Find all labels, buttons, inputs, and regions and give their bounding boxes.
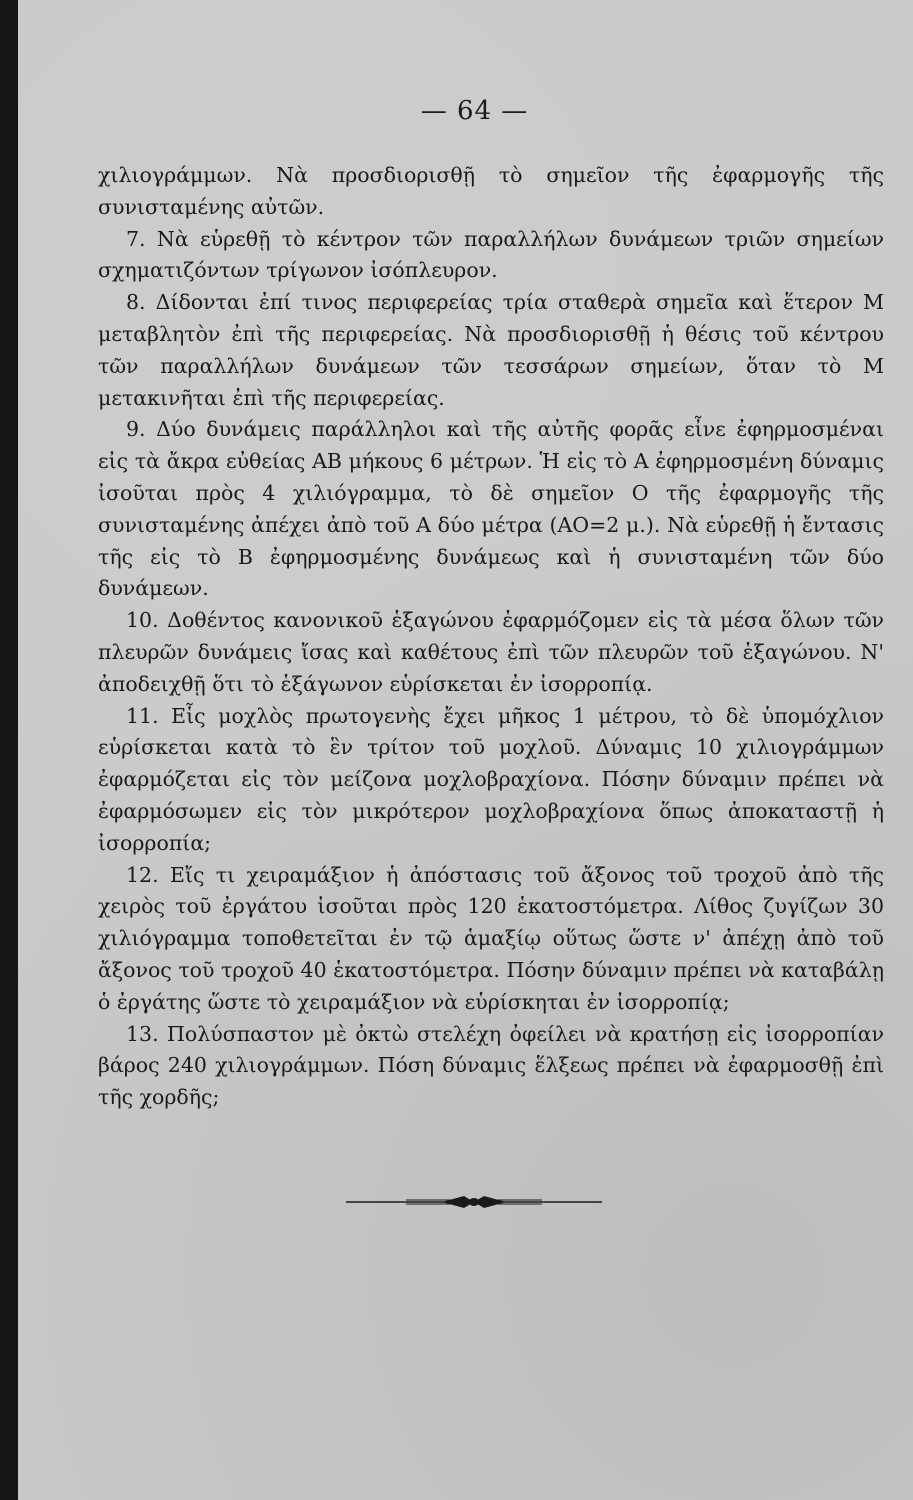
book-page [18,0,913,1500]
end-ornament-icon [346,1190,602,1214]
exercise-8: 8. Δίδονται ἐπί τινος περιφερείας τρία σταθερὰ σημεῖα καὶ ἕτερον Μ μεταβλητὸν ἐπὶ τῆς περιφερείας. Νὰ προσδιορισθῇ ἡ θέσις τοῦ κέντρου τῶν παραλλήλων δυνάμεων τῶν τεσσάρων σημείων, ὅταν τὸ Μ μετακινῆται ἐπὶ τῆς περιφερείας. [98,290,884,410]
exercise-text [98,160,884,1114]
page-number: — 64 — [420,96,529,126]
exercise-12: 12. Εἴς τι χειραμάξιον ἡ ἀπόστασις τοῦ ἄξονος τοῦ τροχοῦ ἀπὸ τῆς χειρὸς τοῦ ἐργάτου ἰσοῦται πρὸς 120 ἑκατοστόμετρα. Λίθος ζυγίζων 30 χιλιόγραμμα τοποθετεῖται ἐν τῷ ἁμαξίῳ οὕτως ὥστε ν' ἀπέχῃ ἀπὸ τοῦ ἄξονος τοῦ τροχοῦ 40 ἑκατοστόμετρα. Πόσην δύναμιν πρέπει νὰ καταβάλῃ ὁ ἐργάτης ὥστε τὸ χειραμάξιον νὰ εὑρίσκηται ἐν ἰσορροπίᾳ; [98,862,884,1014]
paragraph-continuation: χιλιογράμμων. Νὰ προσδιορισθῇ τὸ σημεῖον τῆς ἐφαρμογῆς τῆς συνισταμένης αὐτῶν. [98,163,884,219]
exercise-9: 9. Δύο δυνάμεις παράλληλοι καὶ τῆς αὐτῆς φορᾶς εἶνε ἐφηρμοσμέναι εἰς τὰ ἄκρα εὐθείας ΑΒ μήκους 6 μέτρων. Ἡ εἰς τὸ Α ἐφηρμοσμένη δύναμις ἰσοῦται πρὸς 4 χιλιόγραμμα, τὸ δὲ σημεῖον Ο τῆς ἐφαρμογῆς τῆς συνισταμένης ἀπέχει ἀπὸ τοῦ Α δύο μέτρα (ΑΟ=2 μ.). Νὰ εὑρεθῇ ἡ ἔντασις τῆς εἰς τὸ Β ἐφηρμοσμένης δυνάμεως καὶ ἡ συνισταμένη τῶν δύο δυνάμεων. [98,417,884,601]
exercise-11: 11. Εἷς μοχλὸς πρωτογενὴς ἔχει μῆκος 1 μέτρου, τὸ δὲ ὑπομόχλιον εὑρίσκεται κατὰ τὸ ἓν τρίτον τοῦ μοχλοῦ. Δύναμις 10 χιλιογράμμων ἐφαρμόζεται εἰς τὸν μείζονα μοχλοβραχίονα. Πόσην δύναμιν πρέπει νὰ ἐφαρμόσωμεν εἰς τὸν μικρότερον μοχλοβραχίονα ὅπως ἀποκαταστῇ ἡ ἰσορροπία; [98,703,884,855]
exercise-7: 7. Νὰ εὑρεθῇ τὸ κέντρον τῶν παραλλήλων δυνάμεων τριῶν σημείων σχηματιζόντων τρίγωνον ἰσόπλευρον. [98,226,884,283]
exercise-13: 13. Πολύσπαστον μὲ ὀκτὼ στελέχη ὀφείλει νὰ κρατήσῃ εἰς ἰσορροπίαν βάρος 240 χιλιογράμμων. Πόση δύναμις ἕλξεως πρέπει νὰ ἐφαρμοσθῇ ἐπὶ τῆς χορδῆς; [98,1021,884,1110]
exercise-10: 10. Δοθέντος κανονικοῦ ἑξαγώνου ἐφαρμόζομεν εἰς τὰ μέσα ὅλων τῶν πλευρῶν δυνάμεις ἴσας καὶ καθέτους ἐπὶ τῶν πλευρῶν τοῦ ἑξαγώνου. Ν' ἀποδειχθῇ ὅτι τὸ ἑξάγωνον εὑρίσκεται ἐν ἰσορροπίᾳ. [98,608,884,696]
